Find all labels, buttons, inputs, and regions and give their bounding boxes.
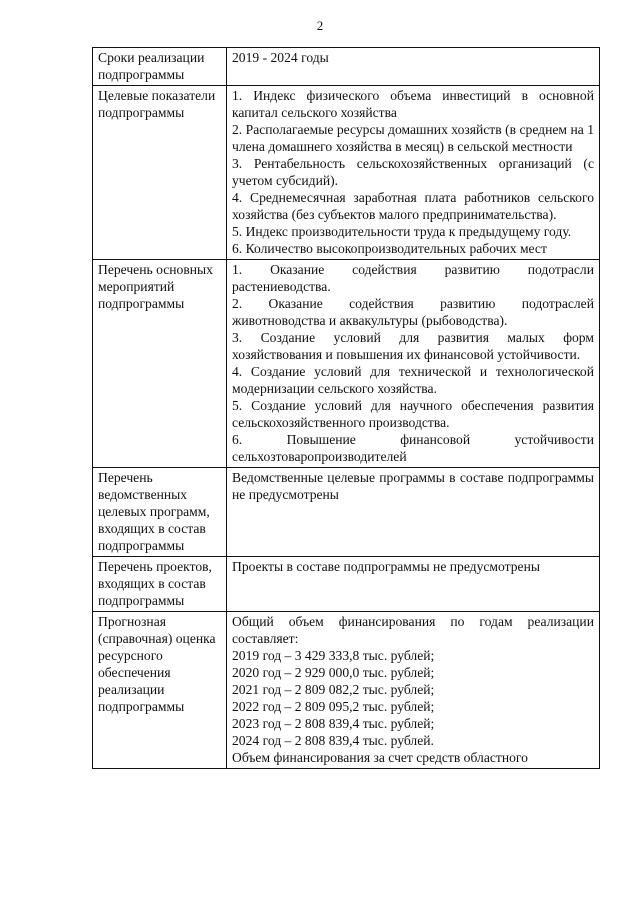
- content-line: 2019 год – 3 429 333,8 тыс. рублей;: [232, 648, 435, 663]
- content-line: 1. Индекс физического объема инвестиций в основной капитал сельского хозяйства: [232, 88, 594, 120]
- content-line: 2022 год – 2 809 095,2 тыс. рублей;: [232, 699, 435, 714]
- content-line: 2. Располагаемые ресурсы домашних хозяйств (в среднем на 1 члена домашнего хозяйства в месяц) в сельской местности: [232, 122, 594, 154]
- content-line: Ведомственные целевые программы в составе подпрограммы не предусмотрены: [232, 470, 594, 502]
- content-line: 5. Создание условий для научного обеспечения развития сельскохозяйственного производства.: [232, 398, 594, 430]
- content-line: 6. Количество высокопроизводительных рабочих мест: [232, 241, 547, 256]
- content-line: 2024 год – 2 808 839,4 тыс. рублей.: [232, 733, 434, 748]
- row-label: Перечень проектов, входящих в состав подпрограммы: [93, 557, 227, 612]
- row-label: Перечень ведомственных целевых программ, входящих в состав подпрограммы: [93, 468, 227, 557]
- row-content: [227, 612, 600, 769]
- content-line: 2019 - 2024 годы: [232, 50, 329, 65]
- table-row: [93, 48, 600, 86]
- content-line: Проекты в составе подпрограммы не предусмотрены: [232, 559, 540, 574]
- table-row: [93, 612, 600, 769]
- content-line: Объем финансирования за счет средств областного: [232, 750, 528, 765]
- table-row: [93, 557, 600, 612]
- content-line: Общий объем финансирования по годам реализации составляет:: [232, 614, 594, 646]
- row-label: Перечень основных мероприятий подпрограммы: [93, 260, 227, 468]
- row-content: [227, 557, 600, 612]
- content-line: 2023 год – 2 808 839,4 тыс. рублей;: [232, 716, 435, 731]
- content-line: 3. Создание условий для развития малых форм хозяйствования и повышения их финансовой устойчивости.: [232, 330, 594, 362]
- row-label: Целевые показатели подпрограммы: [93, 86, 227, 260]
- content-line: 3. Рентабельность сельскохозяйственных организаций (с учетом субсидий).: [232, 156, 594, 188]
- page-number: 2: [316, 18, 324, 33]
- content-line: 6. Повышение финансовой устойчивости сельхозтоваропроизводителей: [232, 432, 594, 464]
- content-line: 5. Индекс производительности труда к предыдущему году.: [232, 224, 572, 239]
- content-line: 2021 год – 2 809 082,2 тыс. рублей;: [232, 682, 435, 697]
- table-row: [93, 260, 600, 468]
- subprogram-passport-table: [92, 47, 600, 769]
- content-line: 4. Среднемесячная заработная плата работников сельского хозяйства (без субъектов малого предпринимательства).: [232, 190, 594, 222]
- row-content: [227, 86, 600, 260]
- content-line: 1. Оказание содействия развитию подотрасли растениеводства.: [232, 262, 594, 294]
- row-content: [227, 468, 600, 557]
- table-row: [93, 86, 600, 260]
- row-content: [227, 260, 600, 468]
- row-label: Сроки реализации подпрограммы: [93, 48, 227, 86]
- row-label: Прогнозная (справочная) оценка ресурсного обеспечения реализации подпрограммы: [93, 612, 227, 769]
- content-line: 2020 год – 2 929 000,0 тыс. рублей;: [232, 665, 435, 680]
- row-content: [227, 48, 600, 86]
- content-line: 2. Оказание содействия развитию подотраслей животноводства и аквакультуры (рыбоводства).: [232, 296, 594, 328]
- table-row: [93, 468, 600, 557]
- content-line: 4. Создание условий для технической и технологической модернизации сельского хозяйства.: [232, 364, 594, 396]
